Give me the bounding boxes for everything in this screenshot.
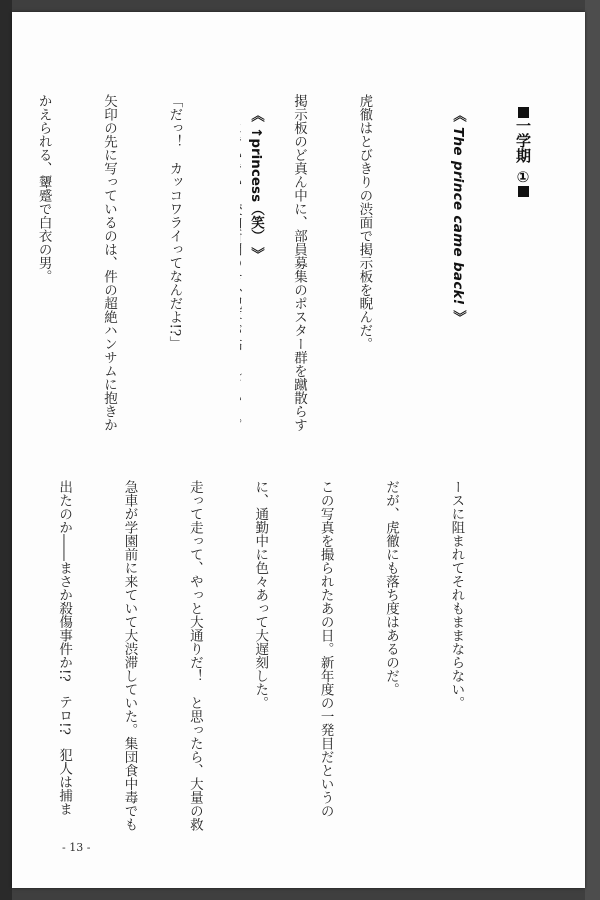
- text-line: だが、虎徹にも落ち度はあるのだ。: [383, 480, 400, 696]
- double-chevron-close-icon: 》: [450, 305, 466, 324]
- text-line: ースに阻まれてそれもままならない。: [448, 480, 465, 710]
- text-line: 走って走って、やっと大通りだ！ と思ったら、大量の救: [186, 480, 203, 831]
- page-number: - 13 -: [62, 841, 91, 854]
- double-chevron-open-icon: 《: [248, 108, 264, 128]
- heading-square-icon: [518, 107, 529, 118]
- book-page: [12, 12, 585, 888]
- text-line: かえられる、顰蹙で白衣の男。: [35, 94, 52, 283]
- section-2-body: [28, 94, 228, 450]
- text-line: 矢印の先に写っているのは、件の超絶ハンサムに抱きか: [101, 94, 118, 432]
- text-line: に、通勤中に色々あって大遅刻した。: [252, 480, 269, 710]
- viewer-right-edge: [585, 0, 600, 900]
- chapter-heading-text: 一学期 ①: [514, 117, 532, 187]
- chapter-heading: [495, 86, 552, 197]
- text-line: 出たのか――まさか殺傷事件か!? テロ!? 犯人は捕ま: [56, 480, 73, 816]
- text-line: 急車が学園前に来ていて大渋滞していた。集団食中毒でも: [121, 480, 138, 831]
- double-chevron-open-icon: 《: [450, 108, 466, 128]
- text-line: 掲示板のど真ん中に、部員募集のポスター群を蹴散らす: [291, 94, 308, 432]
- lower-body: [50, 480, 510, 832]
- double-chevron-close-icon: 》: [248, 242, 264, 261]
- section-title-2: [230, 90, 282, 261]
- viewer-left-edge: [0, 0, 12, 900]
- section-title-1-text: The prince came back!: [450, 127, 466, 306]
- section-title-1: [432, 90, 484, 324]
- text-line: 「だっ！ カッコワライってなんだよ!?」: [166, 94, 183, 350]
- text-line: 虎徹はとびきりの渋面で掲示板を睨んだ。: [356, 94, 373, 351]
- text-line: この写真を撮られたあの日。新年度の一発目だというの: [317, 480, 334, 818]
- heading-square-icon: [518, 186, 529, 197]
- section-title-2-text: ↑princess（笑）: [248, 127, 264, 243]
